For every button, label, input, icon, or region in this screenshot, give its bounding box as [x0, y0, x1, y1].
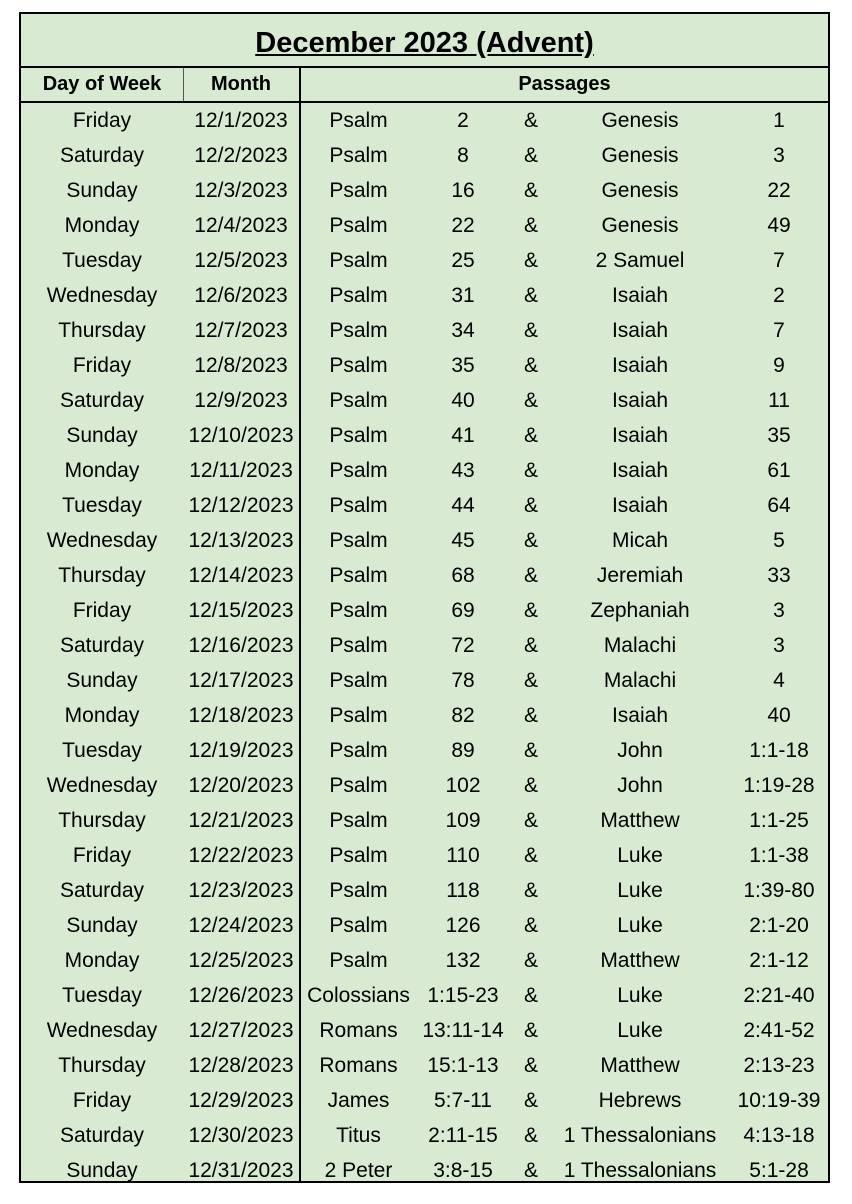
date-cell: 12/16/2023 — [188, 634, 294, 657]
ampersand-cell: & — [523, 1124, 538, 1147]
table-row — [21, 593, 828, 628]
psalm-book-cell: Psalm — [329, 354, 388, 377]
table-row — [21, 278, 828, 313]
psalm-chapter-cell: 2:11-15 — [428, 1124, 498, 1147]
table-row — [21, 138, 828, 173]
date-cell: 12/31/2023 — [188, 1159, 294, 1182]
day-of-week-cell: Sunday — [66, 424, 138, 447]
second-book-cell: 1 Thessalonians — [563, 1124, 717, 1147]
second-book-cell: Matthew — [600, 809, 680, 832]
second-chapter-cell: 3 — [773, 599, 785, 622]
ampersand-cell: & — [523, 1054, 538, 1077]
psalm-chapter-cell: 1:15-23 — [427, 984, 499, 1007]
psalm-book-cell: Psalm — [329, 494, 388, 517]
psalm-book-cell: Psalm — [329, 249, 388, 272]
second-chapter-cell: 1 — [773, 109, 785, 132]
table-row — [21, 943, 828, 978]
date-cell: 12/27/2023 — [188, 1019, 294, 1042]
table-row — [21, 453, 828, 488]
psalm-chapter-cell: 5:7-11 — [434, 1089, 492, 1112]
date-cell: 12/2/2023 — [194, 144, 288, 167]
date-cell: 12/21/2023 — [188, 809, 294, 832]
table-row — [21, 1118, 828, 1153]
day-of-week-cell: Sunday — [66, 669, 138, 692]
second-book-cell: Matthew — [600, 949, 680, 972]
psalm-chapter-cell: 16 — [451, 179, 475, 202]
table-row — [21, 243, 828, 278]
psalm-chapter-cell: 102 — [445, 774, 481, 797]
second-chapter-cell: 2:13-23 — [743, 1054, 815, 1077]
second-book-cell: Isaiah — [611, 354, 669, 377]
second-chapter-cell: 61 — [767, 459, 791, 482]
ampersand-cell: & — [523, 389, 538, 412]
psalm-chapter-cell: 109 — [445, 809, 481, 832]
second-book-cell: Jeremiah — [596, 564, 684, 587]
table-row — [21, 698, 828, 733]
date-cell: 12/23/2023 — [188, 879, 294, 902]
date-cell: 12/4/2023 — [194, 214, 288, 237]
date-cell: 12/29/2023 — [188, 1089, 294, 1112]
ampersand-cell: & — [523, 144, 538, 167]
date-cell: 12/14/2023 — [188, 564, 294, 587]
table-row — [21, 103, 828, 138]
ampersand-cell: & — [523, 214, 538, 237]
second-book-cell: John — [617, 774, 663, 797]
second-book-cell: Isaiah — [611, 284, 669, 307]
day-of-week-cell: Wednesday — [46, 284, 158, 307]
psalm-chapter-cell: 132 — [445, 949, 481, 972]
second-book-cell: Genesis — [601, 214, 679, 237]
table-row — [21, 768, 828, 803]
psalm-chapter-cell: 40 — [451, 389, 475, 412]
date-cell: 12/5/2023 — [194, 249, 288, 272]
table-row — [21, 488, 828, 523]
psalm-book-cell: Titus — [336, 1124, 381, 1147]
day-of-week-cell: Monday — [64, 949, 140, 972]
second-chapter-cell: 49 — [767, 214, 791, 237]
ampersand-cell: & — [523, 424, 538, 447]
date-cell: 12/26/2023 — [188, 984, 294, 1007]
column-header-row — [21, 68, 828, 103]
second-chapter-cell: 3 — [773, 634, 785, 657]
psalm-chapter-cell: 43 — [451, 459, 475, 482]
second-chapter-cell: 2 — [773, 284, 785, 307]
second-book-cell: Genesis — [601, 144, 679, 167]
psalm-book-cell: Romans — [319, 1054, 398, 1077]
second-chapter-cell: 11 — [768, 389, 790, 412]
second-chapter-cell: 22 — [767, 179, 791, 202]
day-of-week-cell: Friday — [72, 354, 132, 377]
psalm-chapter-cell: 89 — [451, 739, 475, 762]
day-of-week-cell: Thursday — [58, 564, 146, 587]
second-book-cell: Genesis — [601, 179, 679, 202]
ampersand-cell: & — [523, 319, 538, 342]
day-of-week-cell: Monday — [64, 459, 140, 482]
second-book-cell: Isaiah — [611, 459, 669, 482]
psalm-chapter-cell: 45 — [451, 529, 475, 552]
psalm-book-cell: Psalm — [329, 319, 388, 342]
table-row — [21, 348, 828, 383]
psalm-chapter-cell: 2 — [457, 109, 469, 132]
psalm-book-cell: Colossians — [307, 984, 410, 1007]
day-of-week-cell: Sunday — [66, 914, 138, 937]
day-of-week-cell: Tuesday — [62, 494, 142, 517]
day-of-week-cell: Saturday — [59, 1124, 145, 1147]
ampersand-cell: & — [523, 914, 538, 937]
date-cell: 12/22/2023 — [188, 844, 294, 867]
psalm-chapter-cell: 72 — [451, 634, 475, 657]
second-book-cell: Luke — [617, 984, 663, 1007]
day-of-week-cell: Tuesday — [62, 984, 142, 1007]
page-title: December 2023 (Advent) — [255, 27, 594, 59]
title-row — [21, 14, 828, 68]
table-row — [21, 383, 828, 418]
ampersand-cell: & — [523, 529, 538, 552]
ampersand-cell: & — [523, 704, 538, 727]
second-chapter-cell: 40 — [767, 704, 791, 727]
psalm-chapter-cell: 78 — [451, 669, 475, 692]
second-chapter-cell: 2:41-52 — [743, 1019, 815, 1042]
second-book-cell: Luke — [617, 914, 663, 937]
day-of-week-cell: Tuesday — [62, 249, 142, 272]
second-book-cell: John — [617, 739, 663, 762]
second-book-cell: Malachi — [603, 669, 677, 692]
psalm-chapter-cell: 34 — [451, 319, 475, 342]
header-divider-day-month — [183, 68, 184, 101]
second-book-cell: Luke — [617, 844, 663, 867]
ampersand-cell: & — [523, 249, 538, 272]
second-chapter-cell: 9 — [773, 354, 785, 377]
table-row — [21, 628, 828, 663]
psalm-book-cell: Psalm — [329, 949, 388, 972]
second-chapter-cell: 1:1-25 — [749, 809, 809, 832]
day-of-week-cell: Tuesday — [62, 739, 142, 762]
day-of-week-cell: Saturday — [59, 879, 145, 902]
psalm-chapter-cell: 22 — [451, 214, 475, 237]
second-chapter-cell: 10:19-39 — [737, 1089, 821, 1112]
psalm-book-cell: Psalm — [329, 634, 388, 657]
psalm-chapter-cell: 25 — [451, 249, 475, 272]
date-cell: 12/20/2023 — [188, 774, 294, 797]
second-book-cell: Zephaniah — [590, 599, 690, 622]
ampersand-cell: & — [523, 354, 538, 377]
ampersand-cell: & — [523, 1019, 538, 1042]
second-book-cell: Isaiah — [611, 319, 669, 342]
date-cell: 12/15/2023 — [188, 599, 294, 622]
ampersand-cell: & — [523, 109, 538, 132]
second-chapter-cell: 33 — [767, 564, 791, 587]
day-of-week-cell: Monday — [64, 214, 140, 237]
second-book-cell: 2 Samuel — [595, 249, 685, 272]
psalm-book-cell: 2 Peter — [324, 1159, 393, 1182]
psalm-chapter-cell: 69 — [451, 599, 475, 622]
psalm-chapter-cell: 126 — [445, 914, 481, 937]
second-book-cell: Isaiah — [611, 424, 669, 447]
table-row — [21, 908, 828, 943]
second-chapter-cell: 5 — [773, 529, 785, 552]
psalm-chapter-cell: 15:1-13 — [427, 1054, 499, 1077]
second-chapter-cell: 4 — [773, 669, 785, 692]
ampersand-cell: & — [523, 879, 538, 902]
table-row — [21, 1048, 828, 1083]
psalm-book-cell: Psalm — [329, 774, 388, 797]
day-of-week-cell: Thursday — [58, 1054, 146, 1077]
date-cell: 12/17/2023 — [188, 669, 294, 692]
header-month: Month — [211, 73, 271, 95]
second-chapter-cell: 3 — [773, 144, 785, 167]
psalm-chapter-cell: 13:11-14 — [422, 1019, 504, 1042]
table-row — [21, 1083, 828, 1118]
ampersand-cell: & — [523, 494, 538, 517]
ampersand-cell: & — [523, 634, 538, 657]
ampersand-cell: & — [523, 599, 538, 622]
day-of-week-cell: Sunday — [66, 1159, 138, 1182]
second-chapter-cell: 5:1-28 — [749, 1159, 809, 1182]
psalm-chapter-cell: 3:8-15 — [433, 1159, 493, 1182]
second-chapter-cell: 1:1-38 — [749, 844, 809, 867]
date-cell: 12/13/2023 — [188, 529, 294, 552]
second-chapter-cell: 2:1-20 — [749, 914, 809, 937]
ampersand-cell: & — [523, 669, 538, 692]
psalm-book-cell: Romans — [319, 1019, 398, 1042]
second-book-cell: Isaiah — [611, 704, 669, 727]
date-cell: 12/9/2023 — [194, 389, 288, 412]
date-cell: 12/8/2023 — [194, 354, 288, 377]
ampersand-cell: & — [523, 284, 538, 307]
table-row — [21, 978, 828, 1013]
table-row — [21, 313, 828, 348]
second-chapter-cell: 7 — [773, 319, 785, 342]
date-cell: 12/10/2023 — [188, 424, 294, 447]
second-book-cell: Luke — [617, 1019, 663, 1042]
psalm-book-cell: Psalm — [329, 109, 388, 132]
day-of-week-cell: Monday — [64, 704, 140, 727]
psalm-chapter-cell: 8 — [457, 144, 469, 167]
second-chapter-cell: 1:1-18 — [749, 739, 809, 762]
ampersand-cell: & — [523, 774, 538, 797]
table-row — [21, 208, 828, 243]
date-cell: 12/25/2023 — [188, 949, 294, 972]
psalm-chapter-cell: 68 — [451, 564, 475, 587]
date-cell: 12/18/2023 — [188, 704, 294, 727]
date-cell: 12/11/2023 — [189, 459, 293, 482]
table-row — [21, 418, 828, 453]
psalm-book-cell: Psalm — [329, 214, 388, 237]
second-book-cell: Malachi — [603, 634, 677, 657]
ampersand-cell: & — [523, 459, 538, 482]
psalm-book-cell: Psalm — [329, 529, 388, 552]
date-cell: 12/12/2023 — [188, 494, 294, 517]
table-row — [21, 838, 828, 873]
second-chapter-cell: 35 — [767, 424, 791, 447]
second-book-cell: Micah — [611, 529, 669, 552]
date-cell: 12/3/2023 — [194, 179, 288, 202]
date-cell: 12/24/2023 — [188, 914, 294, 937]
table-row — [21, 873, 828, 908]
day-of-week-cell: Sunday — [66, 179, 138, 202]
table-row — [21, 733, 828, 768]
day-of-week-cell: Wednesday — [46, 1019, 158, 1042]
day-of-week-cell: Friday — [72, 599, 132, 622]
day-of-week-cell: Wednesday — [46, 774, 158, 797]
date-cell: 12/28/2023 — [188, 1054, 294, 1077]
day-of-week-cell: Saturday — [59, 634, 145, 657]
psalm-book-cell: Psalm — [329, 914, 388, 937]
psalm-chapter-cell: 118 — [446, 879, 480, 902]
psalm-book-cell: Psalm — [329, 144, 388, 167]
psalm-book-cell: Psalm — [329, 704, 388, 727]
psalm-book-cell: James — [327, 1089, 390, 1112]
psalm-chapter-cell: 44 — [451, 494, 475, 517]
ampersand-cell: & — [523, 179, 538, 202]
second-book-cell: Isaiah — [611, 389, 669, 412]
second-book-cell: Matthew — [600, 1054, 680, 1077]
second-book-cell: Luke — [617, 879, 663, 902]
psalm-book-cell: Psalm — [329, 424, 388, 447]
reading-plan-sheet — [19, 12, 830, 1183]
psalm-book-cell: Psalm — [329, 809, 388, 832]
psalm-book-cell: Psalm — [329, 844, 388, 867]
second-book-cell: 1 Thessalonians — [563, 1159, 717, 1182]
day-of-week-cell: Saturday — [59, 144, 145, 167]
day-of-week-cell: Wednesday — [46, 529, 158, 552]
second-chapter-cell: 2:1-12 — [749, 949, 809, 972]
psalm-book-cell: Psalm — [329, 389, 388, 412]
day-of-week-cell: Friday — [72, 109, 132, 132]
psalm-chapter-cell: 41 — [451, 424, 475, 447]
psalm-chapter-cell: 31 — [451, 284, 475, 307]
day-of-week-cell: Friday — [72, 1089, 132, 1112]
second-book-cell: Isaiah — [611, 494, 669, 517]
psalm-book-cell: Psalm — [329, 564, 388, 587]
day-of-week-cell: Saturday — [59, 389, 145, 412]
date-cell: 12/7/2023 — [194, 319, 288, 342]
ampersand-cell: & — [523, 809, 538, 832]
ampersand-cell: & — [523, 844, 538, 867]
second-book-cell: Hebrews — [598, 1089, 682, 1112]
table-row — [21, 523, 828, 558]
psalm-chapter-cell: 82 — [451, 704, 475, 727]
second-chapter-cell: 64 — [767, 494, 791, 517]
second-chapter-cell: 1:19-28 — [743, 774, 815, 797]
table-row — [21, 663, 828, 698]
ampersand-cell: & — [523, 949, 538, 972]
ampersand-cell: & — [523, 984, 538, 1007]
header-day-of-week: Day of Week — [42, 73, 162, 95]
second-chapter-cell: 2:21-40 — [743, 984, 815, 1007]
table-row — [21, 1013, 828, 1048]
ampersand-cell: & — [523, 739, 538, 762]
table-row — [21, 1153, 828, 1188]
second-chapter-cell: 1:39-80 — [743, 879, 815, 902]
reading-table-body — [21, 103, 828, 1188]
date-cell: 12/19/2023 — [188, 739, 294, 762]
second-chapter-cell: 7 — [773, 249, 785, 272]
table-row — [21, 803, 828, 838]
psalm-chapter-cell: 35 — [451, 354, 475, 377]
psalm-book-cell: Psalm — [329, 739, 388, 762]
psalm-book-cell: Psalm — [329, 879, 388, 902]
second-chapter-cell: 4:13-18 — [743, 1124, 815, 1147]
table-row — [21, 558, 828, 593]
ampersand-cell: & — [523, 1089, 538, 1112]
table-row — [21, 173, 828, 208]
second-book-cell: Genesis — [601, 109, 679, 132]
psalm-book-cell: Psalm — [329, 459, 388, 482]
day-of-week-cell: Thursday — [58, 809, 146, 832]
psalm-book-cell: Psalm — [329, 179, 388, 202]
date-cell: 12/1/2023 — [194, 109, 288, 132]
ampersand-cell: & — [523, 564, 538, 587]
ampersand-cell: & — [523, 1159, 538, 1182]
psalm-book-cell: Psalm — [329, 599, 388, 622]
day-of-week-cell: Thursday — [58, 319, 146, 342]
date-cell: 12/6/2023 — [194, 284, 288, 307]
header-passages: Passages — [518, 73, 611, 95]
psalm-book-cell: Psalm — [329, 669, 388, 692]
date-cell: 12/30/2023 — [188, 1124, 294, 1147]
psalm-chapter-cell: 110 — [446, 844, 480, 867]
psalm-book-cell: Psalm — [329, 284, 388, 307]
day-of-week-cell: Friday — [72, 844, 132, 867]
